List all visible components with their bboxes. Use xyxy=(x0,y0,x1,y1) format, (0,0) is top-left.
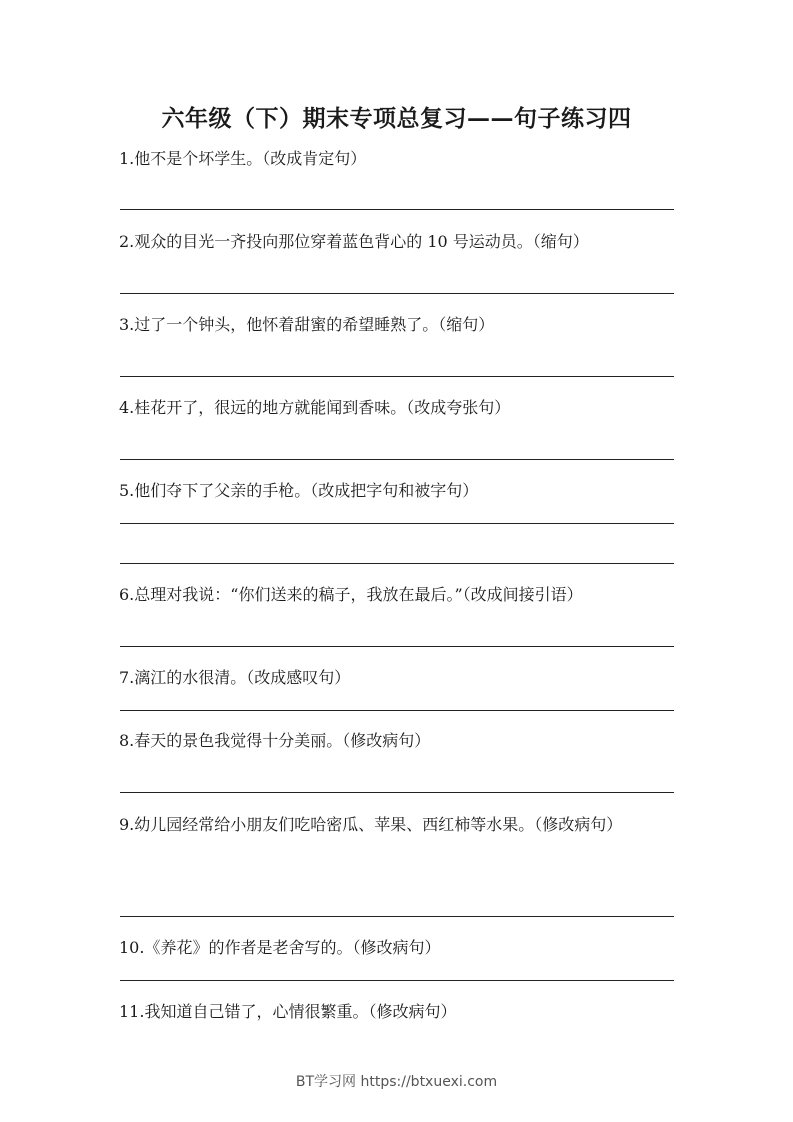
answer-line-5a[interactable] xyxy=(120,523,674,524)
answer-line-9[interactable] xyxy=(120,916,674,917)
answer-line-6[interactable] xyxy=(120,646,674,647)
question-2: 2.观众的目光一齐投向那位穿着蓝色背心的 10 号运动员。（缩句） xyxy=(119,232,589,251)
answer-line-7[interactable] xyxy=(120,710,674,711)
question-4: 4.桂花开了，很远的地方就能闻到香味。（改成夸张句） xyxy=(119,398,511,417)
page-title: 六年级（下）期末专项总复习——句子练习四 xyxy=(161,105,632,132)
answer-line-2[interactable] xyxy=(120,293,674,294)
question-8: 8.春天的景色我觉得十分美丽。（修改病句） xyxy=(119,731,431,750)
answer-line-10[interactable] xyxy=(120,980,674,981)
question-11: 11.我知道自己错了，心情很繁重。（修改病句） xyxy=(119,1002,457,1021)
question-10: 10.《养花》的作者是老舍写的。（修改病句） xyxy=(119,938,441,957)
answer-line-1[interactable] xyxy=(120,209,674,210)
question-9: 9.幼儿园经常给小朋友们吃哈密瓜、苹果、西红柿等水果。（修改病句） xyxy=(119,815,623,834)
question-7: 7.漓江的水很清。（改成感叹句） xyxy=(119,668,351,687)
answer-line-3[interactable] xyxy=(120,376,674,377)
footer-watermark: BT学习网 https://btxuexi.com xyxy=(295,1074,498,1090)
question-3: 3.过了一个钟头，他怀着甜蜜的希望睡熟了。（缩句） xyxy=(119,315,495,334)
answer-line-8[interactable] xyxy=(120,792,674,793)
question-1: 1.他不是个坏学生。（改成肯定句） xyxy=(119,149,367,168)
answer-line-5b[interactable] xyxy=(120,563,674,564)
question-6: 6.总理对我说：“你们送来的稿子，我放在最后。”（改成间接引语） xyxy=(119,585,583,604)
question-5: 5.他们夺下了父亲的手枪。（改成把字句和被字句） xyxy=(119,481,479,500)
answer-line-4[interactable] xyxy=(120,459,674,460)
